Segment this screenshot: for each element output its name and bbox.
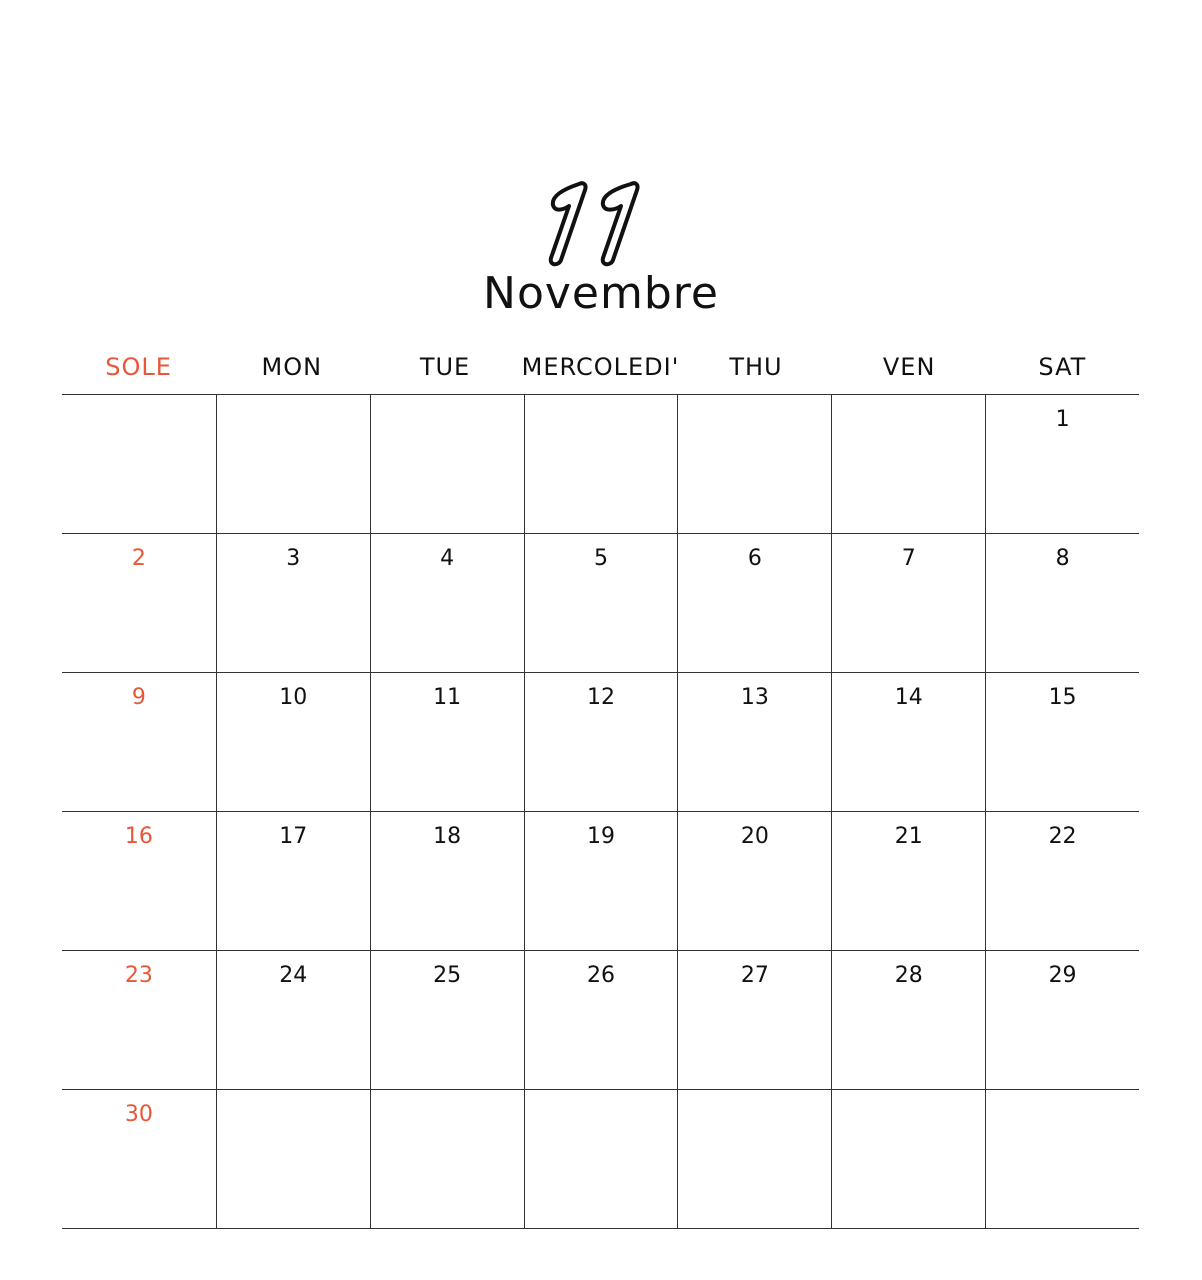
weekday-wednesday: MERCOLEDI' — [521, 353, 680, 381]
day-cell[interactable]: 10 — [216, 673, 370, 811]
day-cell[interactable] — [370, 1090, 524, 1228]
day-cell[interactable]: 13 — [677, 673, 831, 811]
weekday-saturday: SAT — [1038, 353, 1087, 381]
day-cell[interactable]: 8 — [985, 534, 1139, 672]
day-cell[interactable] — [831, 395, 985, 533]
day-cell[interactable] — [831, 1090, 985, 1228]
day-cell[interactable]: 4 — [370, 534, 524, 672]
day-cell[interactable]: 1 — [985, 395, 1139, 533]
calendar-grid — [62, 340, 1139, 1229]
day-cell[interactable]: 11 — [370, 673, 524, 811]
day-cell[interactable]: 21 — [831, 812, 985, 950]
day-cell[interactable]: 6 — [677, 534, 831, 672]
day-cell[interactable]: 17 — [216, 812, 370, 950]
day-cell[interactable]: 26 — [524, 951, 678, 1089]
week-row-2 — [62, 534, 1139, 673]
weekday-thursday: THU — [729, 353, 783, 381]
day-cell[interactable]: 12 — [524, 673, 678, 811]
week-row-3 — [62, 673, 1139, 812]
day-cell[interactable] — [524, 395, 678, 533]
day-cell[interactable] — [985, 1090, 1139, 1228]
day-cell[interactable]: 19 — [524, 812, 678, 950]
day-cell[interactable] — [677, 395, 831, 533]
day-cell[interactable]: 15 — [985, 673, 1139, 811]
weekday-header-row — [62, 340, 1139, 395]
week-row-4 — [62, 812, 1139, 951]
day-cell[interactable]: 2 — [131, 546, 146, 571]
day-cell[interactable]: 14 — [831, 673, 985, 811]
day-cell[interactable] — [677, 1090, 831, 1228]
weekday-monday: MON — [261, 353, 323, 381]
day-cell[interactable]: 30 — [124, 1102, 153, 1127]
day-cell[interactable]: 7 — [831, 534, 985, 672]
day-cell[interactable]: 24 — [216, 951, 370, 1089]
day-cell[interactable] — [524, 1090, 678, 1228]
day-cell[interactable]: 20 — [677, 812, 831, 950]
weekday-tuesday: TUE — [419, 353, 471, 381]
day-cell[interactable] — [216, 395, 370, 533]
day-cell[interactable]: 9 — [131, 685, 146, 710]
week-row-1 — [62, 395, 1139, 534]
week-row-6 — [62, 1090, 1139, 1229]
day-cell[interactable]: 5 — [524, 534, 678, 672]
day-cell[interactable]: 22 — [985, 812, 1139, 950]
weekday-sunday: SOLE — [105, 353, 172, 381]
day-cell[interactable] — [370, 395, 524, 533]
day-cell[interactable]: 29 — [985, 951, 1139, 1089]
day-cell[interactable]: 3 — [216, 534, 370, 672]
day-cell[interactable]: 23 — [124, 963, 153, 988]
day-cell[interactable]: 28 — [831, 951, 985, 1089]
day-cell[interactable] — [62, 395, 216, 533]
month-name: Novembre — [483, 268, 719, 319]
day-cell[interactable]: 16 — [124, 824, 153, 849]
week-row-5 — [62, 951, 1139, 1090]
day-cell[interactable]: 27 — [677, 951, 831, 1089]
day-cell[interactable]: 18 — [370, 812, 524, 950]
day-cell[interactable] — [216, 1090, 370, 1228]
day-cell[interactable]: 25 — [370, 951, 524, 1089]
weekday-friday: VEN — [882, 353, 936, 381]
